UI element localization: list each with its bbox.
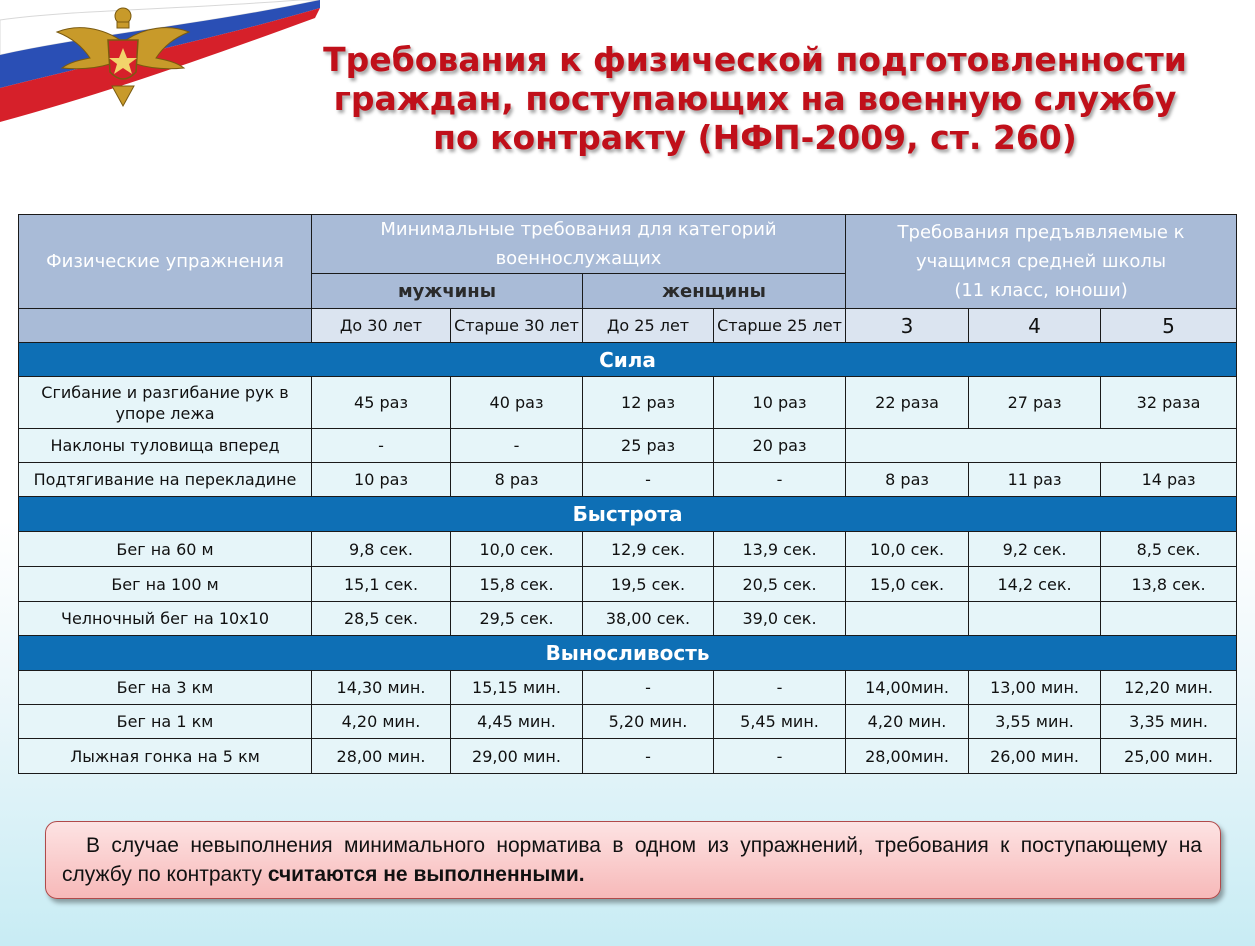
value-cell [1101,602,1237,636]
value-cell: 11 раз [969,463,1101,497]
value-cell: 28,00 мин. [312,739,451,774]
header-min-requirements: Минимальные требования для категорий военнослужащих [312,215,846,274]
value-cell: 5,20 мин. [583,705,714,739]
value-cell: 28,5 сек. [312,602,451,636]
note-text: В случае невыполнения минимального норматива в одном из упражнений, требования к поступающему на службу по контракту [62,834,1202,886]
value-cell: - [714,463,846,497]
value-cell: - [714,671,846,705]
value-cell: 8,5 сек. [1101,532,1237,567]
value-cell: 14,30 мин. [312,671,451,705]
age-group: Старше 30 лет [451,309,583,343]
value-cell: 10 раз [312,463,451,497]
value-cell: 29,00 мин. [451,739,583,774]
header-exercise-spacer [19,309,312,343]
armed-forces-emblem [52,2,194,110]
value-cell [969,602,1101,636]
value-cell: 38,00 сек. [583,602,714,636]
value-cell: 12,9 сек. [583,532,714,567]
age-group: Старше 25 лет [714,309,846,343]
value-cell: 12 раз [583,377,714,429]
exercise-name: Бег на 100 м [19,567,312,602]
school-req-line-3: (11 класс, юноши) [954,280,1128,301]
value-cell: 9,2 сек. [969,532,1101,567]
value-cell: 4,45 мин. [451,705,583,739]
title-line-1: Требования к физической подготовленности [323,40,1187,79]
value-cell: - [583,463,714,497]
value-cell: - [714,739,846,774]
value-cell: - [583,739,714,774]
value-cell: 5,45 мин. [714,705,846,739]
value-cell: 15,0 сек. [846,567,969,602]
empty-cell [846,429,1237,463]
value-cell: 14,00мин. [846,671,969,705]
exercise-name: Лыжная гонка на 5 км [19,739,312,774]
value-cell: 15,1 сек. [312,567,451,602]
exercise-name: Бег на 60 м [19,532,312,567]
warning-note [45,821,1221,899]
value-cell: - [583,671,714,705]
exercise-name: Подтягивание на перекладине [19,463,312,497]
value-cell [846,602,969,636]
value-cell: - [451,429,583,463]
header-men: мужчины [312,274,583,309]
age-group: До 30 лет [312,309,451,343]
exercise-name: Сгибание и разгибание рук в упоре лежа [19,377,312,429]
school-req-line-1: Требования предъявляемые к [897,222,1185,243]
value-cell: 15,8 сек. [451,567,583,602]
value-cell: 15,15 мин. [451,671,583,705]
page-title [310,40,1200,157]
value-cell: 9,8 сек. [312,532,451,567]
note-emphasis: считаются не выполненными. [267,863,585,886]
value-cell: 3,35 мин. [1101,705,1237,739]
value-cell: 13,9 сек. [714,532,846,567]
section-header: Выносливость [19,636,1237,671]
value-cell: 14,2 сек. [969,567,1101,602]
exercise-name: Наклоны туловища вперед [19,429,312,463]
section-header: Быстрота [19,497,1237,532]
grade: 4 [969,309,1101,343]
age-group: До 25 лет [583,309,714,343]
value-cell: 19,5 сек. [583,567,714,602]
value-cell: 39,0 сек. [714,602,846,636]
value-cell: - [312,429,451,463]
value-cell: 4,20 мин. [846,705,969,739]
header-exercise: Физические упражнения [19,215,312,309]
value-cell: 40 раз [451,377,583,429]
value-cell: 32 раза [1101,377,1237,429]
value-cell: 25 раз [583,429,714,463]
value-cell: 14 раз [1101,463,1237,497]
value-cell: 13,8 сек. [1101,567,1237,602]
value-cell: 45 раз [312,377,451,429]
header-women: женщины [583,274,846,309]
exercise-name: Челночный бег на 10х10 [19,602,312,636]
value-cell: 3,55 мин. [969,705,1101,739]
value-cell: 8 раз [846,463,969,497]
value-cell: 26,00 мин. [969,739,1101,774]
value-cell: 10,0 сек. [846,532,969,567]
fitness-requirements-table [18,214,1237,774]
value-cell: 20,5 сек. [714,567,846,602]
value-cell: 10,0 сек. [451,532,583,567]
value-cell: 10 раз [714,377,846,429]
title-line-3: по контракту (НФП-2009, ст. 260) [433,118,1077,157]
value-cell: 25,00 мин. [1101,739,1237,774]
value-cell: 20 раз [714,429,846,463]
exercise-name: Бег на 3 км [19,671,312,705]
value-cell: 4,20 мин. [312,705,451,739]
value-cell: 12,20 мин. [1101,671,1237,705]
value-cell: 27 раз [969,377,1101,429]
value-cell: 29,5 сек. [451,602,583,636]
value-cell: 8 раз [451,463,583,497]
value-cell: 22 раза [846,377,969,429]
exercise-name: Бег на 1 км [19,705,312,739]
section-header: Сила [19,343,1237,377]
value-cell: 13,00 мин. [969,671,1101,705]
grade: 3 [846,309,969,343]
title-line-2: граждан, поступающих на военную службу [333,79,1177,118]
grade: 5 [1101,309,1237,343]
header-school-requirements [846,215,1237,309]
value-cell: 28,00мин. [846,739,969,774]
school-req-line-2: учащимся средней школы [915,251,1167,272]
